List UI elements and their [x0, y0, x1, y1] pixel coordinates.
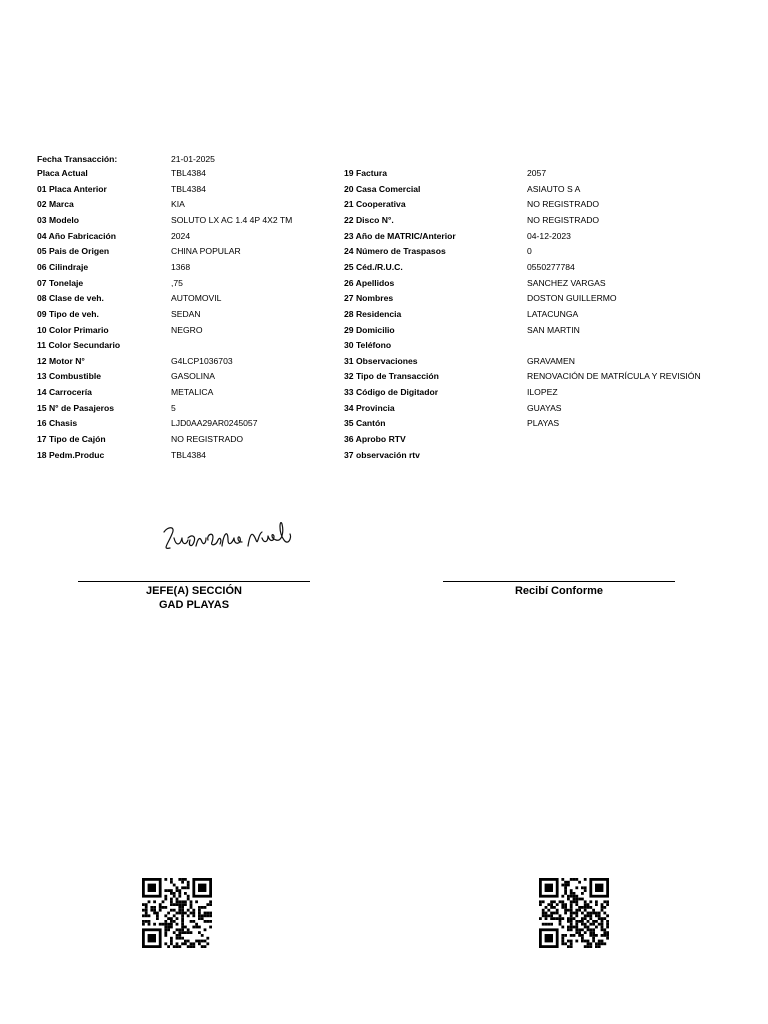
field-value: KIA — [171, 199, 185, 210]
field-label: 14 Carrocería — [37, 387, 92, 398]
signature-line-right — [443, 581, 675, 582]
field-value: G4LCP1036703 — [171, 355, 233, 366]
field-value: ,75 — [171, 277, 183, 288]
field-label: 18 Pedm.Produc — [37, 449, 105, 460]
field-label: 01 Placa Anterior — [37, 183, 107, 194]
field-label: 31 Observaciones — [344, 355, 418, 366]
field-label: 33 Código de Digitador — [344, 387, 439, 398]
field-label: 11 Color Secundario — [37, 340, 121, 351]
field-label: 22 Disco N°. — [344, 214, 394, 225]
field-value: LATACUNGA — [527, 308, 579, 319]
field-label: Placa Actual — [37, 168, 88, 178]
field-label: 09 Tipo de veh. — [37, 308, 99, 319]
field-label: 27 Nombres — [344, 293, 394, 304]
field-value: SANCHEZ VARGAS — [527, 277, 606, 288]
field-label: 29 Domicilio — [344, 324, 395, 335]
field-label: 17 Tipo de Cajón — [37, 434, 106, 445]
field-label: 34 Provincia — [344, 402, 395, 413]
field-label: 23 Año de MATRIC/Anterior — [344, 230, 456, 241]
handwritten-signature — [158, 512, 298, 562]
field-label: 28 Residencia — [344, 308, 402, 319]
field-label: 15 N° de Pasajeros — [37, 402, 115, 413]
field-value: ILOPEZ — [527, 387, 558, 398]
field-label: 07 Tonelaje — [37, 277, 84, 288]
field-value: SEDAN — [171, 308, 201, 319]
field-value: CHINA POPULAR — [171, 246, 241, 257]
field-label: 25 Céd./R.U.C. — [344, 261, 403, 272]
field-label: 36 Aprobo RTV — [344, 434, 406, 445]
field-label: 05 Pais de Origen — [37, 246, 110, 257]
fecha-transaccion-value: 21-01-2025 — [171, 154, 215, 164]
signature-caption-left — [78, 584, 310, 612]
field-value: GASOLINA — [171, 371, 215, 382]
field-label: 16 Chasis — [37, 418, 78, 429]
field-label: 12 Motor N° — [37, 355, 85, 366]
field-value: DOSTON GUILLERMO — [527, 293, 617, 304]
gad-playas-label: GAD PLAYAS — [158, 599, 230, 611]
qr-code-left — [142, 878, 212, 948]
field-label: 02 Marca — [37, 199, 74, 210]
field-value: METALICA — [171, 387, 214, 398]
field-label: 26 Apellidos — [344, 277, 395, 288]
field-label: 20 Casa Comercial — [344, 183, 421, 194]
field-label: 10 Color Primario — [37, 324, 109, 335]
field-value: NO REGISTRADO — [527, 214, 600, 225]
field-label: 32 Tipo de Transacción — [344, 371, 439, 382]
field-value: 0550277784 — [527, 261, 575, 272]
field-value: SAN MARTIN — [527, 324, 580, 335]
field-label: 04 Año Fabricación — [37, 230, 116, 241]
field-value: RENOVACIÓN DE MATRÍCULA Y REVISIÓN — [527, 371, 701, 382]
field-value: PLAYAS — [527, 418, 560, 429]
field-label: 30 Teléfono — [344, 340, 392, 351]
field-value: SOLUTO LX AC 1.4 4P 4X2 TM — [171, 214, 293, 225]
field-label: 21 Cooperativa — [344, 199, 406, 210]
field-value: 1368 — [171, 261, 191, 272]
recibi-conforme-label: Recibí Conforme — [514, 585, 603, 597]
signature-caption-right — [443, 584, 675, 598]
field-value: TBL4384 — [171, 449, 206, 460]
field-value: 04-12-2023 — [527, 230, 571, 241]
field-value: 2024 — [171, 230, 191, 241]
qr-code-right — [539, 878, 609, 948]
field-value: NEGRO — [171, 324, 203, 335]
field-value: ASIAUTO S A — [527, 183, 581, 194]
field-value: GUAYAS — [527, 402, 562, 413]
field-value: 2057 — [527, 168, 547, 178]
field-label: 03 Modelo — [37, 214, 80, 225]
field-label: 13 Combustible — [37, 371, 101, 382]
field-value: NO REGISTRADO — [171, 434, 244, 445]
signature-line-left — [78, 581, 310, 582]
field-value: TBL4384 — [171, 168, 206, 178]
field-value: 0 — [527, 246, 532, 257]
jefe-seccion-label: JEFE(A) SECCIÓN — [146, 585, 242, 597]
field-label: 37 observación rtv — [344, 449, 420, 460]
field-value: TBL4384 — [171, 183, 206, 194]
field-value: GRAVAMEN — [527, 355, 575, 366]
field-label: 24 Número de Traspasos — [344, 246, 446, 257]
field-label: 35 Cantón — [344, 418, 386, 429]
field-label: 06 Cilindraje — [37, 261, 89, 272]
field-value: AUTOMOVIL — [171, 293, 222, 304]
field-value: LJD0AA29AR0245057 — [171, 418, 258, 429]
field-label: 19 Factura — [344, 168, 387, 178]
field-label: 08 Clase de veh. — [37, 293, 104, 304]
field-value: NO REGISTRADO — [527, 199, 600, 210]
fecha-transaccion-label: Fecha Transacción: — [37, 154, 118, 164]
field-value: 5 — [171, 402, 176, 413]
